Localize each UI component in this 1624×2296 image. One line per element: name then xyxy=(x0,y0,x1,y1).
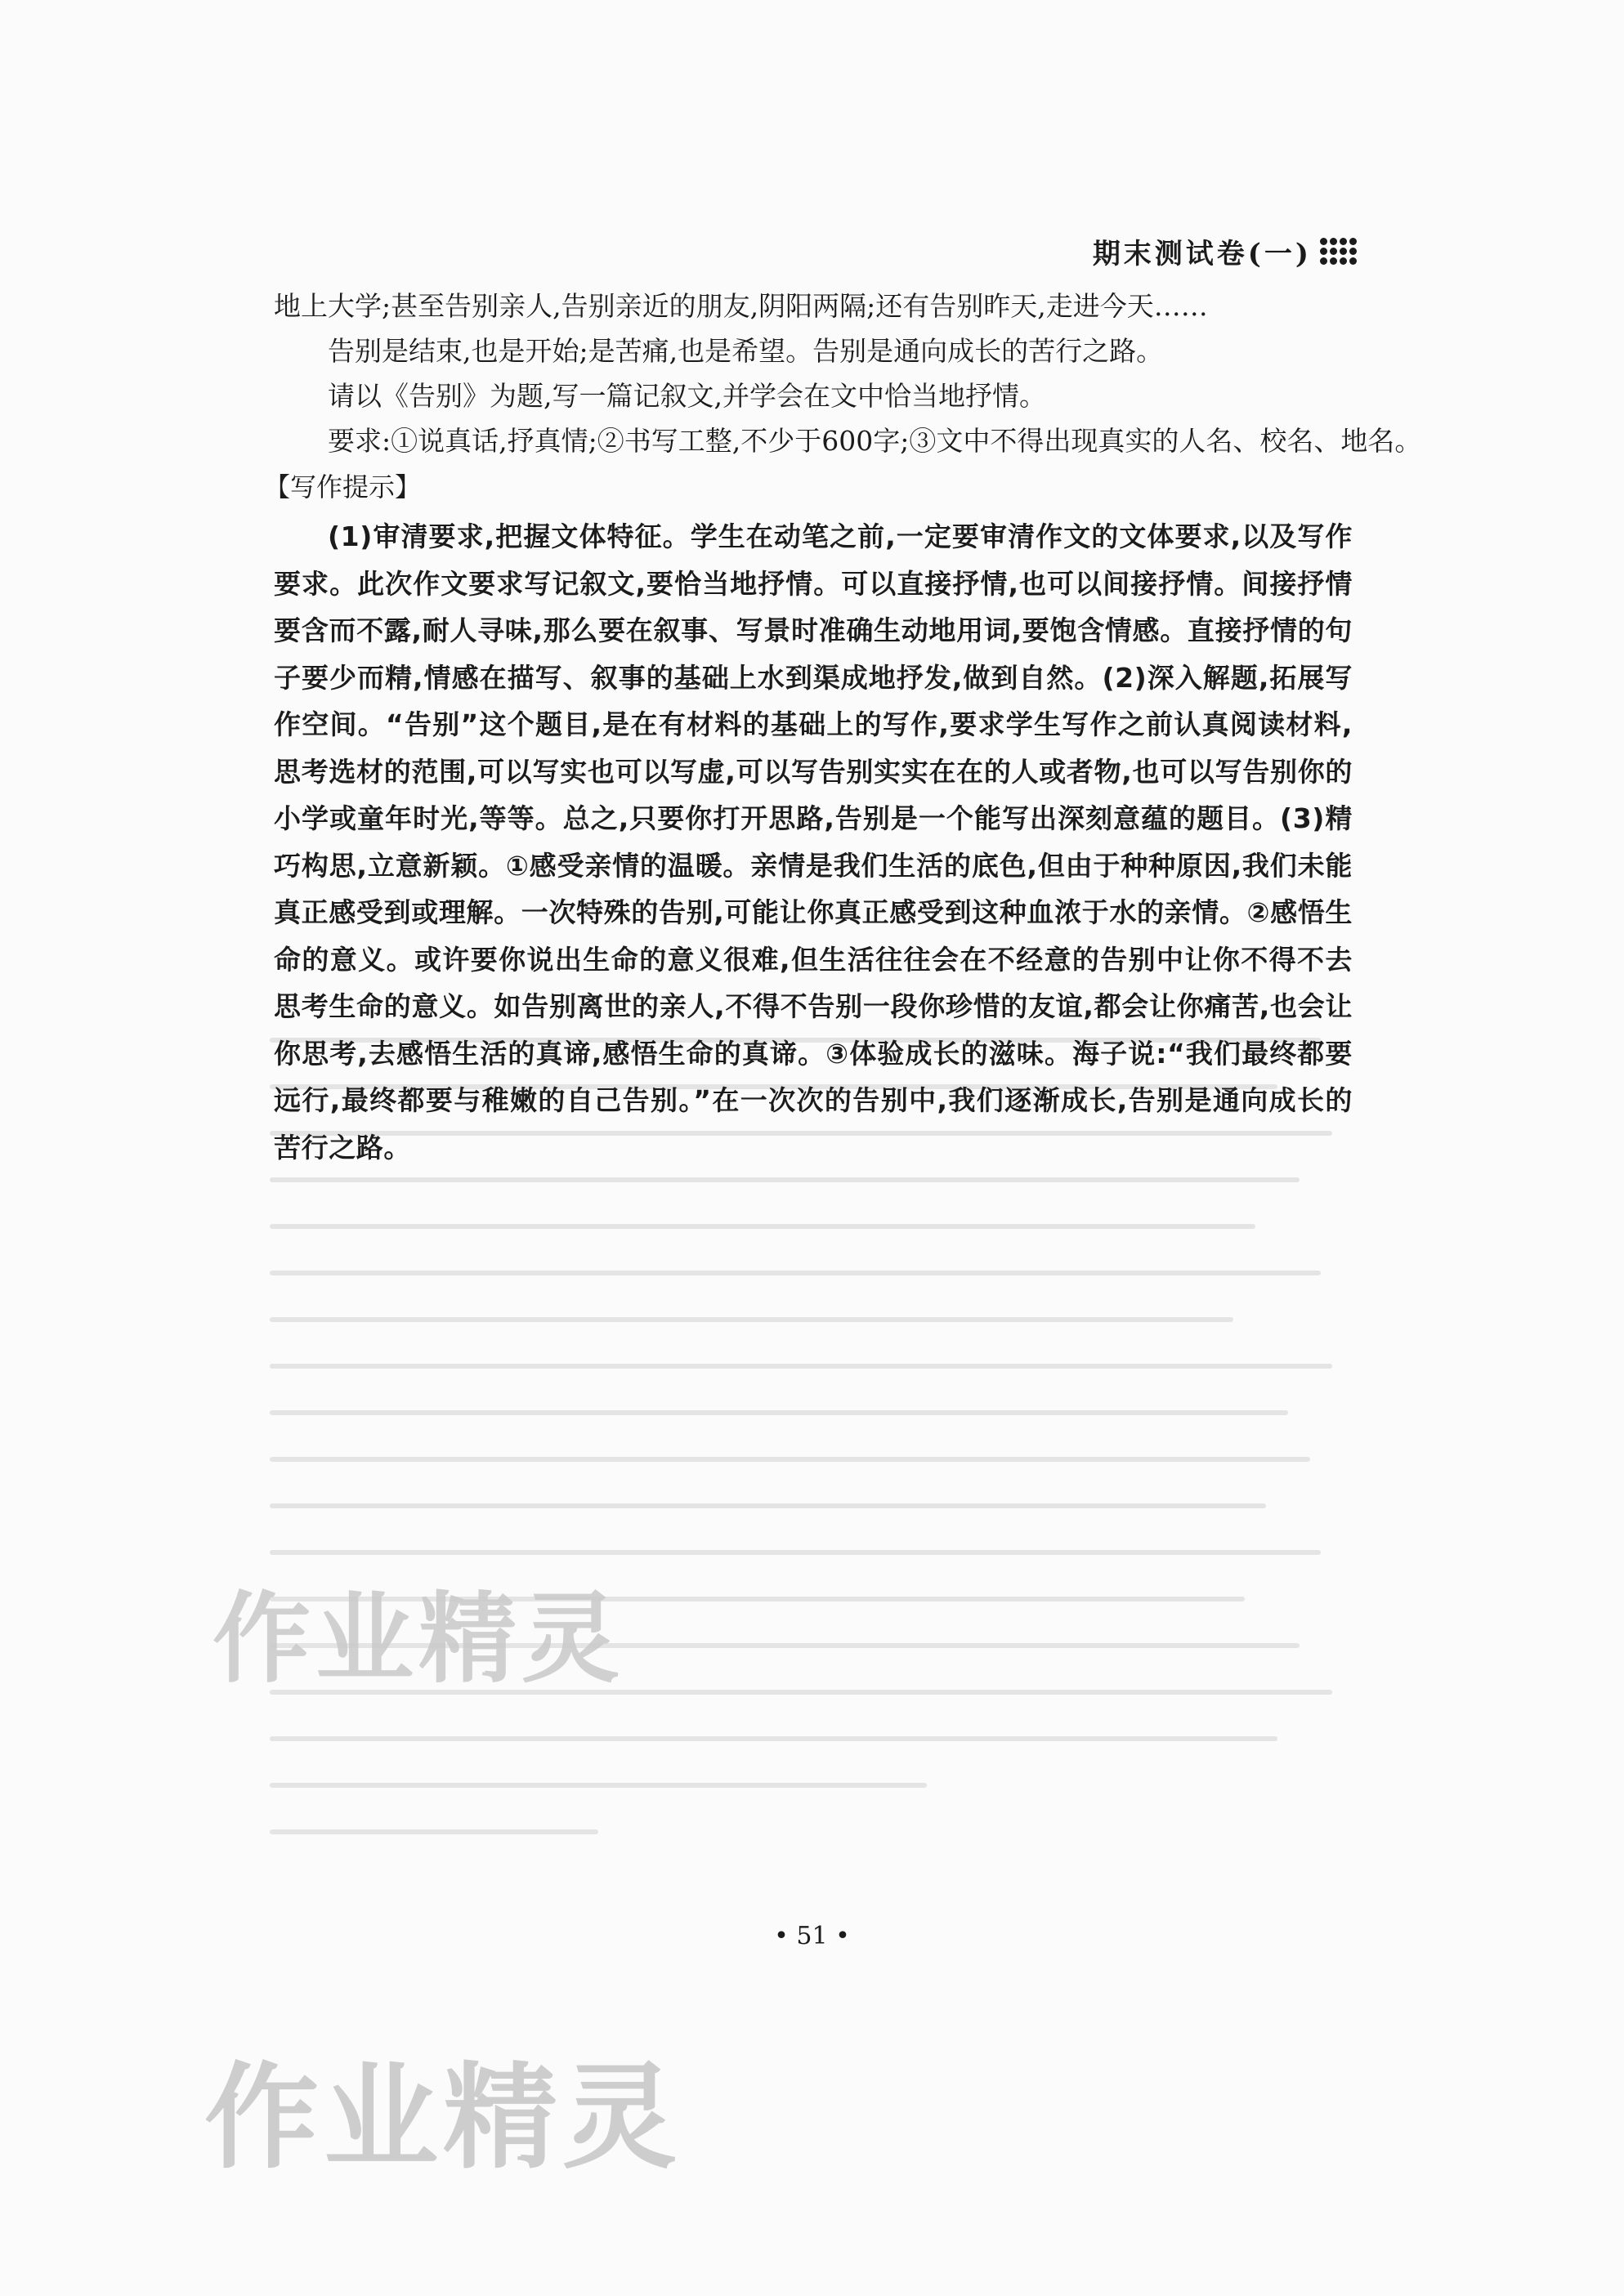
header-title: 期末测试卷(一) xyxy=(1092,237,1312,270)
header-dots-ornament-icon xyxy=(1320,238,1357,265)
writing-tips-body: (1)审清要求,把握文体特征。学生在动笔之前,一定要审清作文的文体要求,以及写作要求。此次作文要求写记叙文,要恰当地抒情。可以直接抒情,也可以间接抒情。间接抒情要含而不露,耐人寻味,那么要在叙事、写景时准确生动地用词,要饱含情感。直接抒情的句子要少而精,情感在描写、叙事的基础上水到渠成地抒发,做到自然。(2)深入解题,拓展写作空间。“告别”这个题目,是在有材料的基础上的写作,要求学生写作之前认真阅读材料,思考选材的范围,可以写实也可以写虚,可以写告别实实在在的人或者物,也可以写告别你的小学或童年时光,等等。总之,只要你打开思路,告别是一个能写出深刻意蕴的题目。(3)精巧构思,立意新颖。①感受亲情的温暖。亲情是我们生活的底色,但由于种种原因,我们未能真正感受到或理解。一次特殊的告别,可能让你真正感受到这种血浓于水的亲情。②感悟生命的意义。或许要你说出生命的意义很难,但生活往往会在不经意的告别中让你不得不去思考生命的意义。如告别离世的亲人,不得不告别一段你珍惜的友谊,都会让你痛苦,也会让你思考,去感悟生活的真谛,感悟生命的真谛。③体验成长的滋味。海子说:“我们最终都要远行,最终都要与稚嫩的自己告别。”在一次次的告别中,我们逐渐成长,告别是通向成长的苦行之路。 xyxy=(274,520,1353,1164)
prompt-line-2: 告别是结束,也是开始;是苦痛,也是希望。告别是通向成长的苦行之路。 xyxy=(328,335,1164,367)
watermark-upper: 作业精灵 xyxy=(213,1583,624,1696)
prompt-line-1: 地上大学;甚至告别亲人,告别亲近的朋友,阴阳两隔;还有告别昨天,走进今天…… xyxy=(274,290,1208,322)
page-header xyxy=(1079,230,1357,271)
prompt-requirements: 要求:①说真话,抒真情;②书写工整,不少于600字;③文中不得出现真实的人名、校名、地名。 xyxy=(328,425,1422,457)
prompt-line-3: 请以《告别》为题,写一篇记叙文,并学会在文中恰当地抒情。 xyxy=(328,380,1046,412)
writing-tips-heading: 【写作提示】 xyxy=(264,471,422,503)
watermark-lower: 作业精灵 xyxy=(204,2052,682,2185)
main-content xyxy=(264,284,1422,1171)
page-number: • 51 • xyxy=(774,1922,850,1950)
